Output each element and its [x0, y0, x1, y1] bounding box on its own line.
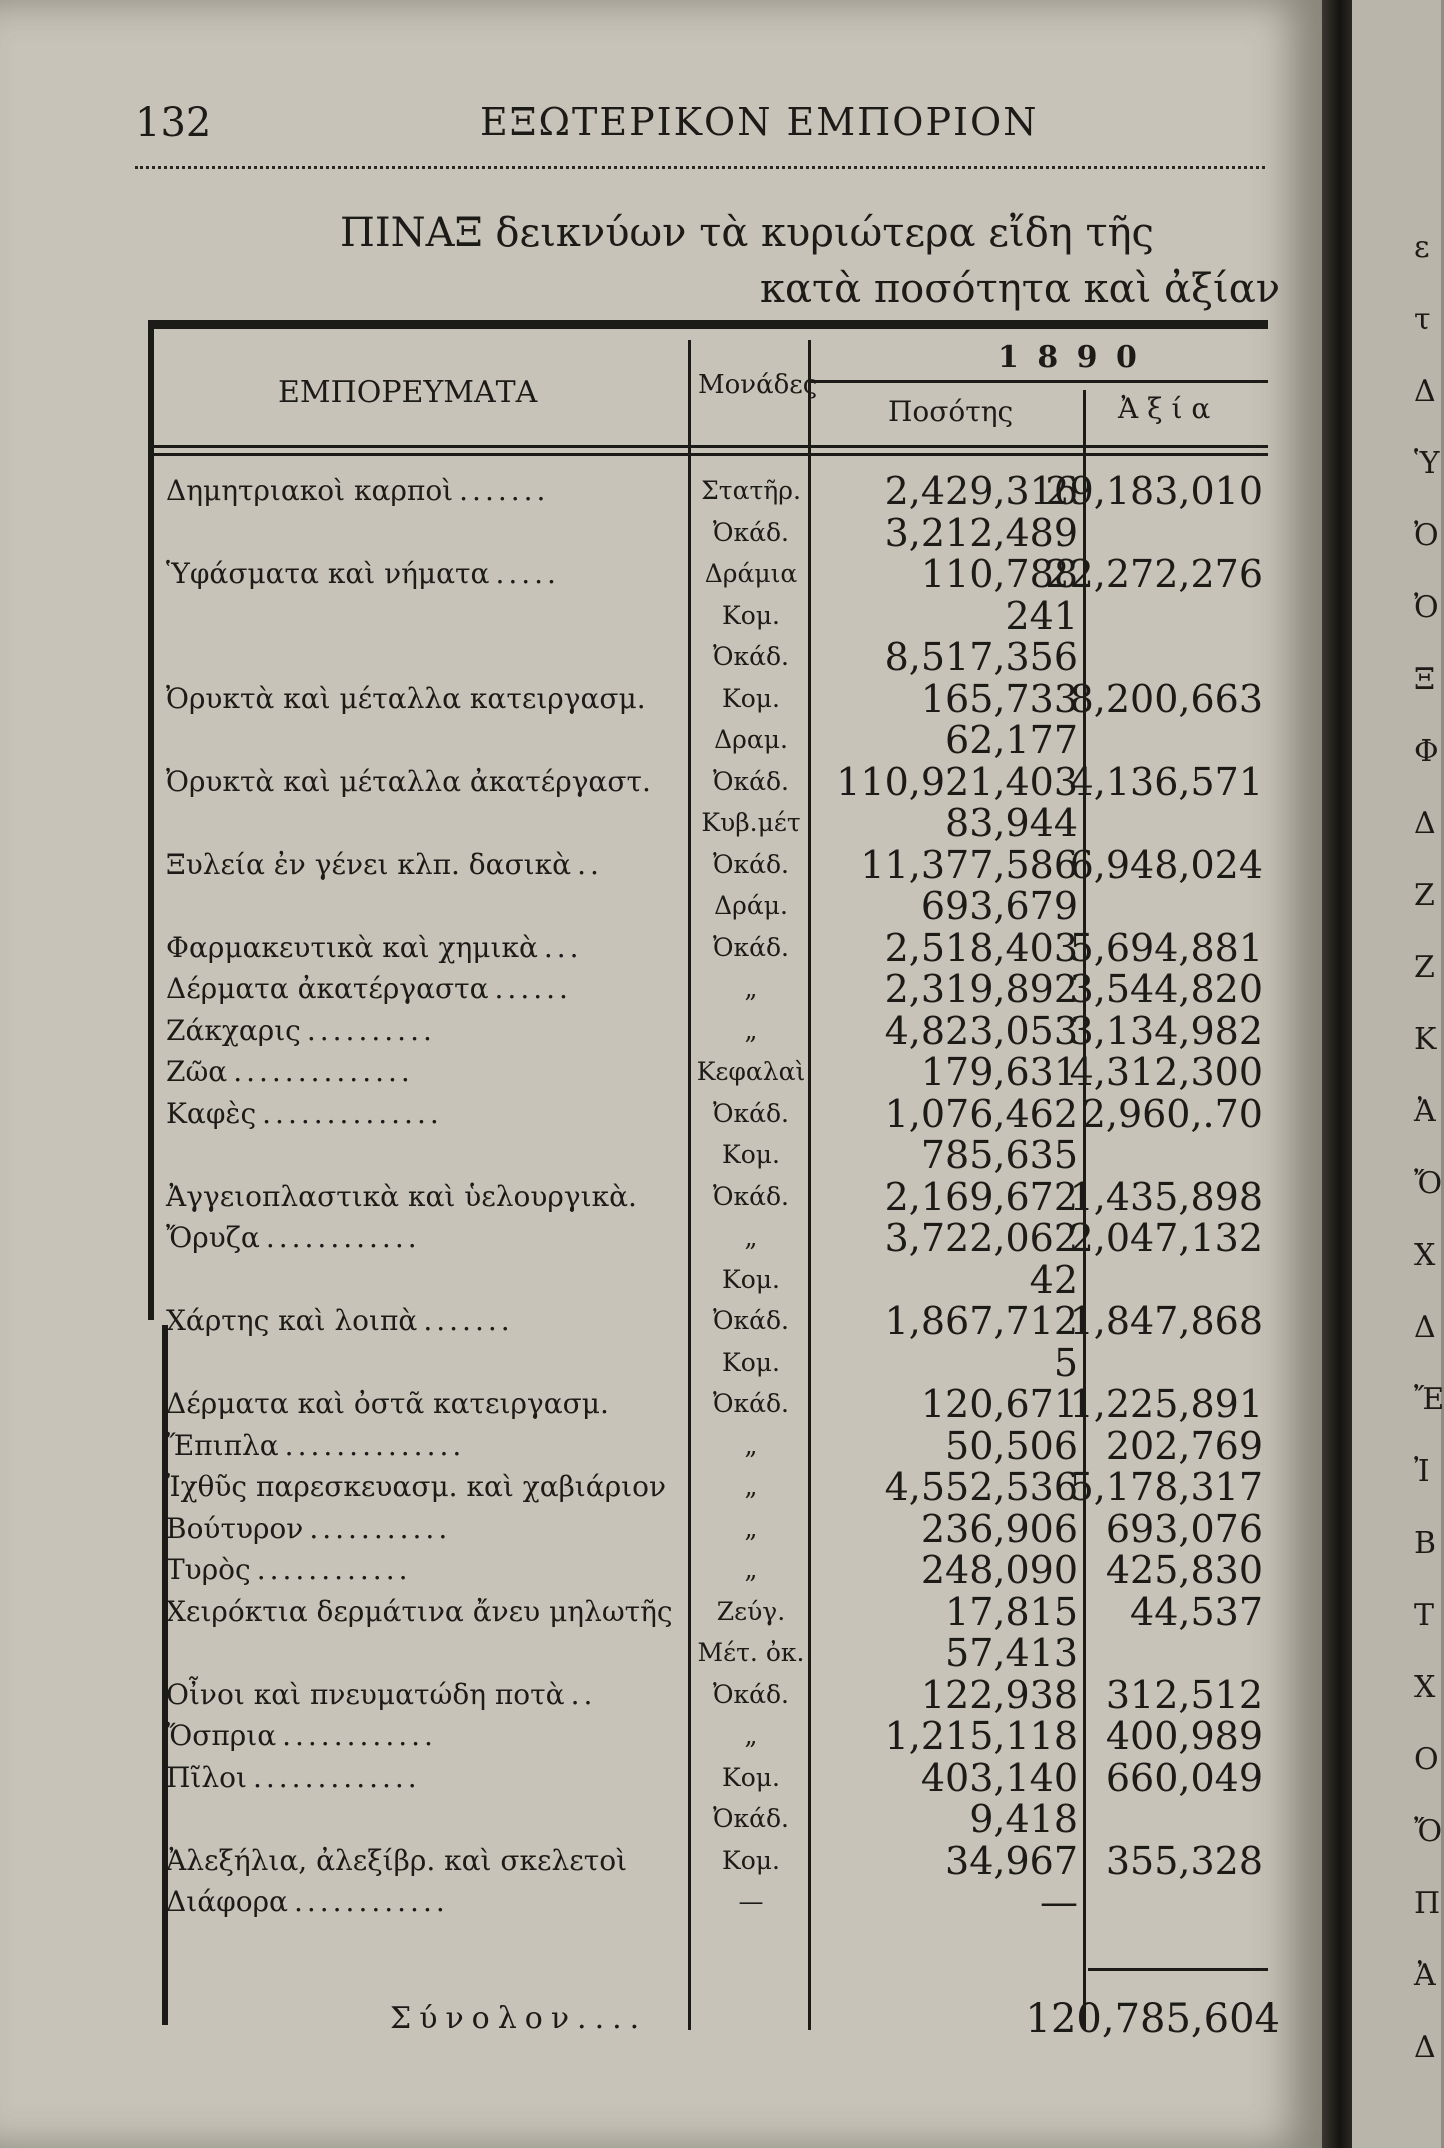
- row-value: 4,136,571: [1069, 759, 1263, 804]
- facing-page-letter: τ: [1414, 302, 1431, 337]
- row-quantity: 236,906: [920, 1506, 1078, 1551]
- row-leader-dots: ..........: [306, 1013, 436, 1047]
- row-label: Ὀρυκτὰ καὶ μέταλλα κατειργασμ.: [166, 681, 646, 715]
- book-gutter: [1322, 0, 1352, 2148]
- header-rule: [135, 166, 1265, 169]
- header-value: Ἀ ξ ί α: [1118, 392, 1211, 425]
- row-value: 1,435,898: [1069, 1174, 1263, 1219]
- row-quantity: 122,938: [920, 1672, 1078, 1717]
- facing-page-letter: Ἀ: [1414, 1094, 1436, 1129]
- table-top-rule: [148, 320, 1268, 329]
- row-label: Δέρματα καὶ ὀστᾶ κατειργασμ.: [166, 1387, 609, 1420]
- row-leader-dots: ............: [282, 1719, 437, 1752]
- row-value: 6,948,024: [1069, 842, 1263, 887]
- row-unit: „: [744, 1223, 758, 1252]
- table-row: [148, 1217, 1268, 1259]
- caption-line-2: κατὰ ποσότητα καὶ ἀξίαν: [760, 266, 1281, 312]
- row-leader-dots: .......: [459, 474, 550, 507]
- row-quantity: 1,076,462: [884, 1091, 1078, 1136]
- facing-page-letter: Χ: [1414, 1670, 1436, 1705]
- row-value: 355,328: [1105, 1838, 1263, 1883]
- row-label: Καφὲς: [166, 1096, 257, 1130]
- row-label: Ὄρυζα: [166, 1221, 260, 1254]
- table-row: [148, 1093, 1268, 1135]
- row-label: Ζῶα: [166, 1055, 228, 1088]
- row-value: 1,847,868: [1069, 1299, 1263, 1343]
- row-value: 22,272,276: [1045, 552, 1263, 596]
- facing-page-letter: Δ: [1414, 1310, 1436, 1345]
- row-unit: Ζεύγ.: [716, 1596, 786, 1626]
- row-unit: Κεφαλαὶ: [696, 1057, 806, 1086]
- table-row: [148, 1674, 1268, 1716]
- row-quantity: 4,552,536: [884, 1465, 1078, 1509]
- table-row: [148, 1466, 1268, 1508]
- facing-page-letter: Ζ: [1414, 878, 1435, 913]
- header-bottom-rule-2: [154, 453, 1268, 456]
- row-leader-dots: ...: [543, 930, 583, 964]
- table-row: [148, 1300, 1268, 1342]
- table-row: [148, 636, 1268, 678]
- row-quantity: 179,631: [920, 1050, 1078, 1094]
- row-label: Τυρὸς: [166, 1553, 251, 1586]
- table-row: [148, 719, 1268, 761]
- row-quantity: 1,867,712: [884, 1299, 1078, 1343]
- page-number: 132: [135, 100, 212, 146]
- row-unit: Ὀκάδ.: [712, 932, 789, 962]
- table-row: [148, 1549, 1268, 1591]
- row-label: Δημητριακοὶ καρποὶ: [166, 474, 454, 507]
- row-value: 2,960,.70: [1081, 1091, 1263, 1136]
- table-row: [148, 1176, 1268, 1218]
- row-unit: Κομ.: [722, 683, 780, 713]
- row-quantity: 110,921,403: [836, 759, 1078, 804]
- table-row: [148, 1134, 1268, 1176]
- facing-page-letter: Ὄ: [1414, 1814, 1443, 1849]
- facing-page-letter: Ὄ: [1414, 1166, 1443, 1201]
- row-leader-dots: .............: [252, 1760, 421, 1794]
- row-label: Χειρόκτια δερμάτινα ἄνευ μηλωτῆς: [166, 1594, 673, 1628]
- row-value: 3,544,820: [1069, 967, 1263, 1011]
- table-row: [148, 512, 1268, 554]
- row-leader-dots: .......: [423, 1304, 514, 1337]
- row-value: 425,830: [1105, 1548, 1263, 1592]
- row-unit: „: [744, 1513, 758, 1543]
- row-quantity: 2,518,403: [884, 925, 1078, 970]
- table-row: [148, 553, 1268, 595]
- facing-page-letter: Β: [1414, 1526, 1437, 1561]
- row-label: Φαρμακευτικὰ καὶ χημικὰ: [166, 930, 538, 964]
- row-quantity: 62,177: [945, 718, 1078, 762]
- table-row: [148, 1591, 1268, 1633]
- running-head: [135, 100, 1265, 170]
- row-label: Διάφορα: [166, 1885, 288, 1918]
- row-value: 5,694,881: [1069, 925, 1263, 970]
- table-row: [148, 1010, 1268, 1052]
- table-caption: [340, 205, 1280, 317]
- facing-page-letter: Ὀ: [1414, 518, 1439, 553]
- running-title: ΕΞΩΤΕΡΙΚΟΝ ΕΜΠΟΡΙΟΝ: [480, 100, 1039, 144]
- row-unit: Ὀκάδ.: [712, 1098, 789, 1128]
- table-row: [148, 1508, 1268, 1550]
- row-label: Ξυλεία ἐν γένει κλπ. δασικὰ: [166, 847, 572, 881]
- facing-page-letter: Ζ: [1414, 950, 1435, 985]
- table-row: [148, 844, 1268, 886]
- table-row: [148, 1383, 1268, 1425]
- row-unit: „: [744, 1555, 758, 1584]
- table-row: [148, 968, 1268, 1010]
- row-leader-dots: ............: [293, 1885, 449, 1918]
- row-leader-dots: ............: [256, 1553, 412, 1586]
- header-bottom-rule: [154, 445, 1268, 448]
- row-quantity: 50,506: [945, 1423, 1078, 1468]
- row-unit: „: [744, 974, 758, 1003]
- goods-table: [148, 320, 1268, 2050]
- row-unit: „: [744, 1015, 758, 1045]
- row-label: Ἔπιπλα: [166, 1428, 279, 1462]
- row-leader-dots: ..............: [262, 1096, 443, 1130]
- row-label: Δέρματα ἀκατέργαστα: [166, 972, 489, 1005]
- facing-page-letter: Ξ: [1414, 662, 1436, 697]
- row-leader-dots: ..: [570, 1677, 597, 1711]
- facing-page-letter: Ο: [1414, 1742, 1439, 1777]
- row-unit: Ὀκάδ.: [712, 1679, 789, 1709]
- row-unit: Κυβ.μέτ: [701, 808, 801, 837]
- facing-page-letter: Ὀ: [1414, 590, 1439, 625]
- row-value: 400,989: [1105, 1714, 1263, 1758]
- row-leader-dots: ..............: [233, 1055, 414, 1088]
- row-unit: Κομ.: [722, 1264, 780, 1294]
- row-unit: Ὀκάδ.: [712, 1389, 789, 1418]
- row-leader-dots: ..: [577, 847, 603, 881]
- table-row: [148, 1632, 1268, 1674]
- row-quantity: —: [1040, 1880, 1078, 1924]
- row-unit: Ὀκάδ.: [712, 849, 789, 879]
- facing-page-letter: Ἔ: [1414, 1382, 1444, 1417]
- facing-page-letter: Φ: [1414, 734, 1439, 769]
- row-label: Χάρτης καὶ λοιπὰ: [166, 1304, 418, 1337]
- row-quantity: 165,733: [920, 676, 1078, 721]
- table-row: [148, 1840, 1268, 1882]
- row-leader-dots: ...........: [309, 1511, 452, 1545]
- header-year: 1 8 9 0: [998, 340, 1141, 375]
- facing-page-letter: Κ: [1414, 1022, 1437, 1057]
- row-unit: Ὀκάδ.: [712, 517, 789, 547]
- facing-page-letter: Δ: [1414, 374, 1436, 409]
- row-unit: Στατῆρ.: [701, 476, 801, 505]
- row-value: 3,134,982: [1069, 1008, 1263, 1053]
- caption-line-1: ΠΙΝΑΞ δεικνύων τὰ κυριώτερα εἴδη τῆς: [340, 210, 1154, 256]
- row-unit: Δράμια: [704, 559, 798, 588]
- table-row: [148, 1051, 1268, 1093]
- row-label: Βούτυρον: [166, 1511, 304, 1545]
- row-quantity: 4,823,053: [884, 1008, 1078, 1053]
- table-row: [148, 678, 1268, 720]
- row-quantity: 3,212,489: [884, 510, 1078, 555]
- row-value: 312,512: [1105, 1672, 1263, 1717]
- row-unit: Κομ.: [722, 1845, 780, 1875]
- row-unit: Δραμ.: [714, 725, 788, 754]
- row-label: Ὑφάσματα καὶ νήματα: [166, 557, 490, 590]
- row-label: Ἀλεξήλια, ἀλεξίβρ. καὶ σκελετοὶ: [166, 1843, 628, 1877]
- facing-page-letter: Π: [1414, 1886, 1441, 1921]
- row-quantity: 2,429,316: [884, 469, 1078, 513]
- row-label: Ἰχθῦς παρεσκευασμ. καὶ χαβιάριον: [166, 1470, 667, 1503]
- row-quantity: 2,169,672: [884, 1174, 1078, 1219]
- row-value: 44,537: [1130, 1589, 1263, 1634]
- table-row: [148, 1425, 1268, 1467]
- row-quantity: 1,215,118: [884, 1714, 1078, 1758]
- row-quantity: 3,722,062: [884, 1216, 1078, 1260]
- table-row: [148, 1798, 1268, 1840]
- table-row: [148, 1757, 1268, 1799]
- row-value: 660,049: [1105, 1755, 1263, 1800]
- row-quantity: 241: [1005, 593, 1078, 638]
- header-units: Μονάδες: [698, 370, 818, 400]
- row-quantity: 9,418: [969, 1797, 1078, 1841]
- table-row: [148, 802, 1268, 844]
- facing-page-letter: Ὑ: [1414, 446, 1440, 481]
- row-unit: Ὀκάδ.: [712, 766, 789, 796]
- row-quantity: 57,413: [945, 1631, 1078, 1675]
- row-quantity: 693,679: [920, 884, 1078, 928]
- table-row: [148, 1715, 1268, 1757]
- row-leader-dots: ............: [265, 1221, 421, 1254]
- row-unit: Ὀκάδ.: [712, 642, 789, 671]
- row-quantity: 785,635: [920, 1133, 1078, 1177]
- table-row: [148, 927, 1268, 969]
- row-leader-dots: ......: [494, 972, 572, 1005]
- row-unit: Κομ.: [722, 1140, 780, 1169]
- row-quantity: 2,319,892: [884, 967, 1078, 1011]
- row-unit: „: [744, 1721, 758, 1750]
- row-label: Ὄσπρια: [166, 1719, 277, 1752]
- row-quantity: 34,967: [945, 1838, 1078, 1883]
- row-unit: „: [744, 1430, 758, 1460]
- row-label: Ὀρυκτὰ καὶ μέταλλα ἀκατέργαστ.: [166, 764, 651, 798]
- row-label: Ἀγγειοπλαστικὰ καὶ ὑελουργικὰ.: [166, 1179, 637, 1213]
- row-unit: Μέτ. ὀκ.: [697, 1638, 805, 1667]
- table-row: [148, 1259, 1268, 1301]
- row-value: 202,769: [1105, 1423, 1263, 1468]
- row-quantity: 8,517,356: [884, 635, 1078, 679]
- row-quantity: 110,788: [920, 552, 1078, 596]
- facing-page-letter: Δ: [1414, 806, 1436, 841]
- row-label: Πῖλοι: [166, 1760, 247, 1794]
- header-quantity: Ποσότης: [888, 395, 1014, 428]
- row-quantity: 17,815: [945, 1589, 1078, 1634]
- row-unit: Δράμ.: [714, 891, 788, 920]
- row-unit: Ὀκάδ.: [712, 1804, 789, 1833]
- table-row: [148, 1342, 1268, 1384]
- table-row: [148, 595, 1268, 637]
- row-value: 4,312,300: [1069, 1050, 1263, 1094]
- row-value: 5,178,317: [1069, 1465, 1263, 1509]
- facing-page-letter: Ἰ: [1414, 1454, 1430, 1489]
- row-quantity: 5: [1053, 1340, 1078, 1385]
- row-value: 693,076: [1105, 1506, 1263, 1551]
- row-quantity: 42: [1029, 1257, 1078, 1302]
- row-quantity: 11,377,586: [860, 842, 1078, 887]
- table-row: [148, 470, 1268, 512]
- row-label: Ζάκχαρις: [166, 1013, 301, 1047]
- facing-page-letter: Δ: [1414, 2030, 1436, 2065]
- row-unit: Ὀκάδ.: [712, 1306, 789, 1335]
- row-leader-dots: ..............: [284, 1428, 466, 1462]
- total-rule: [1088, 1968, 1268, 1971]
- row-label: Οἶνοι καὶ πνευματώδη ποτὰ: [166, 1677, 565, 1711]
- facing-page-letter: Χ: [1414, 1238, 1436, 1273]
- table-row: [148, 885, 1268, 927]
- facing-page-letter: ε: [1414, 230, 1430, 265]
- row-quantity: 403,140: [920, 1755, 1078, 1800]
- total-row: [390, 1995, 1390, 2043]
- row-value: 2,047,132: [1069, 1216, 1263, 1260]
- row-unit: „: [744, 1472, 758, 1501]
- row-value: 29,183,010: [1045, 469, 1263, 513]
- total-label: Σύνολον....: [390, 2001, 648, 2036]
- header-goods: ΕΜΠΟΡΕΥΜΑΤΑ: [278, 375, 538, 410]
- row-leader-dots: .....: [495, 557, 560, 590]
- row-unit: Κομ.: [722, 600, 780, 630]
- row-value: 1,225,891: [1069, 1382, 1263, 1426]
- facing-page-edge: [1352, 0, 1444, 2148]
- row-unit: Κομ.: [722, 1347, 780, 1377]
- row-quantity: 248,090: [920, 1548, 1078, 1592]
- total-value: 120,785,604: [1025, 1996, 1280, 2042]
- table-row: [148, 1881, 1268, 1923]
- row-unit: Κομ.: [722, 1762, 780, 1792]
- facing-page-letter: Τ: [1414, 1598, 1435, 1633]
- row-unit: Ὀκάδ.: [712, 1181, 789, 1211]
- facing-page-letter: Ἀ: [1414, 1958, 1436, 1993]
- year-rule: [808, 380, 1268, 383]
- row-quantity: 83,944: [945, 801, 1078, 845]
- table-row: [148, 761, 1268, 803]
- row-unit: —: [738, 1887, 764, 1916]
- row-value: 8,200,663: [1069, 676, 1263, 721]
- row-quantity: 120,671: [920, 1382, 1078, 1426]
